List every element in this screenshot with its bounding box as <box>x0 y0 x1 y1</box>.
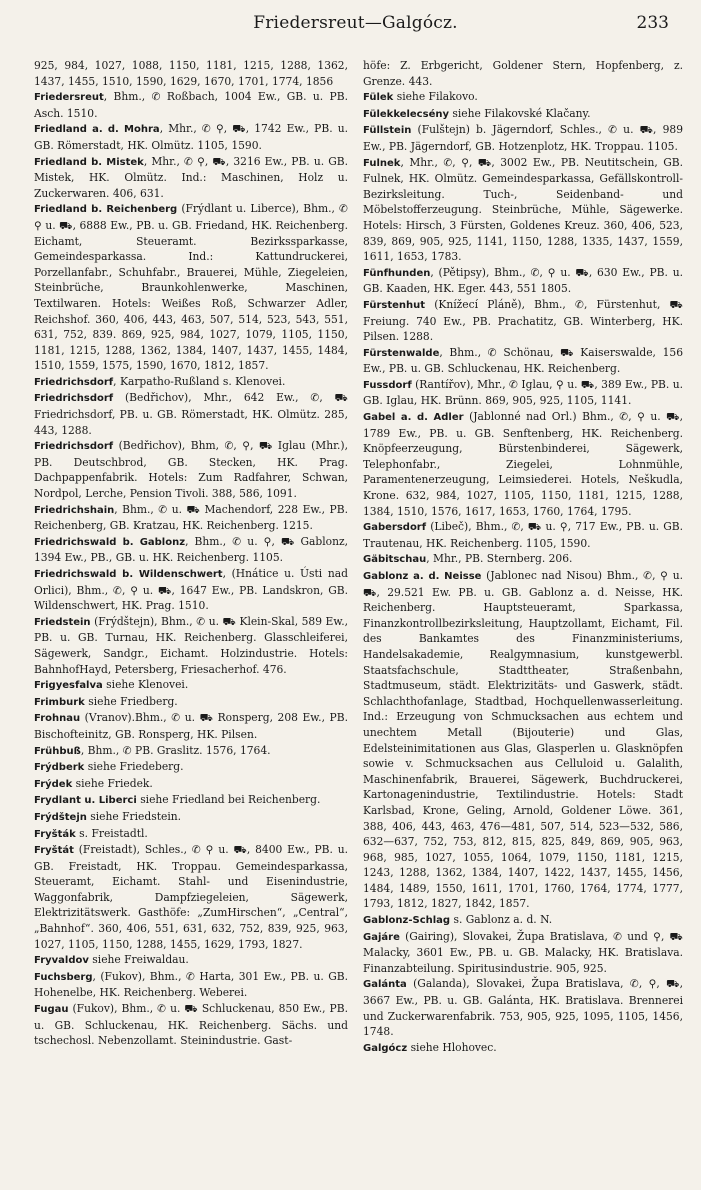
directory-entry <box>34 374 348 391</box>
entry-text: (Frýdštejn), Bhm., ✆ u. ⛟ Klein-Skal, 589 Ew., PB. u. GB. Turnau, HK. Reichenberg. Glasschleiferei, Sägewerk, Sandgr., Eichamt. Holzindustrie. Hotels: BahnhofHayd, Petersberg, Friesacherhof. 476. <box>34 614 348 676</box>
entry-headword: Gabel a. d. Adler <box>363 412 464 424</box>
page-title: Friedersreut—Galgócz. <box>253 13 458 33</box>
directory-entry <box>34 952 348 969</box>
entry-text: , Mhr., ✆ ⚲, ⛟, 3216 Ew., PB. u. GB. Mistek, HK. Olmütz. Ind.: Maschinen, Holz u. Zuckerwaren. 406, 631. <box>34 154 348 200</box>
directory-entry <box>363 568 683 912</box>
entry-headword: Friedrichsdorf <box>34 441 114 453</box>
entry-text: (Frýdlant u. Liberce), Bhm., ✆ ⚲ u. ⛟, 6888 Ew., PB. u. GB. Friedand, HK. Reichenberg. Eichamt, Steueramt. Bezirkssparkasse, Gemeindesparkassa. Ind.: Kattundruckerei, Porzellanfabr., Schuhfabr., Brauerei, Mühle, Ziegeleien, Steinbrüche, Braunkohlenwerke, Maschinen, Textilwaren. Hotels: Weißes Roß, Schwarzer Adler, Reichshof. 360, 406, 443, 463, 507, 514, 523, 543, 551, 631, 752, 839. 869, 925, 984, 1027, 1079, 1105, 1150, 1181, 1215, 1288, 1362, 1384, 1407, 1437, 1455, 1484, 1510, 1559, 1575, 1590, 1670, 1812, 1857. <box>34 202 348 373</box>
entry-headword: Gäbitschau <box>363 554 427 566</box>
entry-headword: Frimburk <box>34 696 85 708</box>
entry-headword: Gablonz-Schlag <box>363 915 451 927</box>
directory-entry <box>34 710 348 742</box>
entry-text: , Mhr., ✆ ⚲, ⛟, 1742 Ew., PB. u. GB. Römerstadt, HK. Olmütz. 1105, 1590. <box>34 122 348 152</box>
entry-text: (Jablonné nad Orl.) Bhm., ✆, ⚲ u. ⛟, 1789 Ew., PB. u. GB. Senftenberg, HK. Reichenberg. Knöpfeerzeugung, Bürstenbinderei, Sägewerk, Telephonfabr., Ziegelei, Lohnmühle, Paramentenerzeugung, Leimsiederei. Hotels, Neškudla, Krone. 632, 984, 1027, 1105, 1150, 1181, 1215, 1288, 1384, 1510, 1576, 1617, 1653, 1760, 1764, 1795. <box>363 410 683 518</box>
entry-headword: Gablonz a. d. Neisse <box>363 571 482 582</box>
entry-continuation <box>363 58 683 89</box>
entry-text: (Jablonec nad Nisou) Bhm., ✆, ⚲ u. ⛟, 29.521 Ew. PB. u. GB. Gablonz a. d. Neisse, HK. Reichenberg. Hauptsteueramt, Sparkassa, Finanzkontrollbezirksleitung, Hauptzollamt, Eichamt, Fil. des Bankamtes des Finanzministeriums, Handelsakademie, Realgymnasium, kunstgewerbl. Staatsfachschule, Stadttheater, Straßenbahn, Stadtmuseum, städt. Elektrizitäts- und Gaswerk, städt. Schlachthofanlage, Stadtbad, Hochquellenwasserleitung. Ind.: Erzeugung von Schmucksachen aus echtem und unechtem Metall (Bijouterie) und Glas, Edelsteinimitationen aus Glas, Glasperlen u. Glasknöpfen sowie v. Schmucksachen aus Celluloid u. Galalith, Maschinenfabrik, Brauerei, Sägewerk, Buchdruckerei, Kartonagenindustrie, Textilindustrie. Hotels: Stadt Karlsbad, Krone, Geling, Arnold, Goldener Löwe. 361, 388, 406, 443, 463, 476—481, 507, 514, 523—532, 586, 632—637, 752, 753, 812, 815, 825, 849, 869, 905, 963, 968, 985, 1027, 1055, 1064, 1079, 1150, 1181, 1215, 1243, 1288, 1362, 1384, 1407, 1422, 1437, 1455, 1456, 1484, 1489, 1550, 1611, 1701, 1760, 1764, 1774, 1777, 1793, 1812, 1827, 1842, 1857. <box>363 569 683 911</box>
entry-headword: Fugau <box>34 1004 69 1016</box>
entry-text: (Bedřichov), Bhm, ✆, ⚲, ⛟ Iglau (Mhr.), PB. Deutschbrod, GB. Stecken, HK. Prag. Dachpappenfabrik. Hotels: Zum Radfahrer, Schwan, Nordpol, Lerche, Pension Tivoli. 388, 586, 1091. <box>34 439 348 501</box>
entry-text: siehe Friedek. <box>72 776 153 790</box>
directory-entry <box>363 551 683 568</box>
entry-text: , (Hnátice u. Ústi nad Orlici), Bhm., ✆, ⚲ u. ⛟, 1647 Ew., PB. Landskron, GB. Wildenschwert, HK. Prag. 1510. <box>34 567 348 613</box>
directory-entry <box>34 759 348 776</box>
entry-text: 925, 984, 1027, 1088, 1150, 1181, 1215, 1288, 1362, 1437, 1455, 1510, 1590, 1629, 1670, 1701, 1774, 1856 <box>34 59 348 88</box>
entry-headword: Frýdštejn <box>34 811 87 823</box>
entry-text: siehe Hlohovec. <box>407 1040 497 1054</box>
entry-text: (Gairing), Slovakei, Župa Bratislava, ✆ und ⚲, ⛟ Malacky, 3601 Ew., PB. u. GB. Malacky, HK. Bratislava. Finanzabteilung. Spiritusindustrie. 905, 925. <box>363 929 683 975</box>
entry-text: siehe Filakovské Klačany. <box>449 106 591 120</box>
entry-headword: Fulnek <box>363 157 401 169</box>
entry-text: , Karpatho-Rußland s. Klenovei. <box>113 374 286 388</box>
entry-text: (Vranov).Bhm., ✆ u. ⛟ Ronsperg, 208 Ew., PB. Bischofteinitz, GB. Ronsperg, HK. Pilsen. <box>34 711 348 741</box>
entry-text: höfe: Z. Erbgericht, Goldener Stern, Hopfenberg, z. Grenze. 443. <box>363 59 683 88</box>
directory-entry <box>34 438 348 501</box>
entry-headword: Frýdberk <box>34 762 85 774</box>
entry-headword: Fryvaldov <box>34 955 89 967</box>
entry-headword: Frigyesfalva <box>34 680 103 692</box>
entry-text: s. Gablonz a. d. N. <box>450 913 553 927</box>
entry-text: siehe Friedstein. <box>86 809 182 823</box>
entry-headword: Friedland a. d. Mohra <box>34 124 160 136</box>
directory-entry <box>363 106 683 123</box>
entry-headword: Frydlant u. Liberci <box>34 795 137 807</box>
entry-text: siehe Friedberg. <box>84 694 178 708</box>
left-column <box>34 58 348 1049</box>
directory-entry <box>34 390 348 438</box>
entry-headword: Friedrichsdorf <box>34 376 114 388</box>
directory-entry <box>34 842 348 952</box>
entry-headword: Friedrichshain <box>34 504 115 516</box>
entry-headword: Galgócz <box>363 1042 408 1054</box>
directory-entry <box>363 976 683 1039</box>
entry-text: siehe Friedland bei Reichenberg. <box>136 793 321 807</box>
directory-entry <box>34 792 348 809</box>
entry-text: siehe Klenovei. <box>102 678 189 692</box>
entry-headword: Frohnau <box>34 713 81 725</box>
entry-headword: Friedland b. Mistek <box>34 156 144 168</box>
entry-text: siehe Freiwaldau. <box>88 953 189 967</box>
right-column <box>363 58 683 1056</box>
entry-text: (Galanda), Slovakei, Župa Bratislava, ✆, ⚲, ⛟, 3667 Ew., PB. u. GB. Galánta, HK. Bratislava. Brennerei und Zuckerwarenfabrik. 753, 905, 925, 1095, 1105, 1456, 1748. <box>363 977 683 1039</box>
entry-headword: Fülekkelecsény <box>363 108 449 120</box>
entry-text: (Knížecí Pláně), Bhm., ✆, Fürstenhut, ⛟ Freiung. 740 Ew., PB. Prachatitz, GB. Winterberg, HK. Pilsen. 1288. <box>363 297 683 344</box>
directory-entry <box>363 297 683 345</box>
directory-entry <box>34 743 348 760</box>
entry-text: , (Pětipsy), Bhm., ✆, ⚲ u. ⛟, 630 Ew., PB. u. GB. Kaaden, HK. Eger. 443, 551 1805. <box>363 265 683 296</box>
entry-text: , Mhr., ✆, ⚲, ⛟, 3002 Ew., PB. Neutitschein, GB. Fulnek, HK. Olmütz. Gemeindesparkassa, Gefällskontroll-Bezirksleitung. Tuch-, Seidenband- und Möbelstofferzeugung. Steinbrüche, Mühle, Sägewerke. Hotels: Hirsch, 3 Fürsten, Goldenes Kreuz. 360, 406, 523, 839, 869, 905, 925, 1141, 1150, 1288, 1335, 1437, 1559, 1611, 1653, 1783. <box>363 155 683 264</box>
directory-entry <box>363 1040 683 1057</box>
entry-text: s. Freistadtl. <box>75 826 148 840</box>
entry-headword: Frýdek <box>34 778 73 790</box>
entry-text: siehe Friedeberg. <box>84 760 184 774</box>
entry-headword: Füllstein <box>363 125 412 137</box>
entry-headword: Fuchsberg <box>34 971 93 983</box>
directory-entry <box>363 122 683 154</box>
entry-headword: Friedstein <box>34 616 91 628</box>
entry-text: , Bhm., ✆ u. ⚲, ⛟ Gablonz, 1394 Ew., PB., GB. u. HK. Reichenberg. 1105. <box>34 534 348 565</box>
entry-headword: Gabersdorf <box>363 522 427 534</box>
entry-headword: Fürstenwalde <box>363 347 440 359</box>
directory-entry <box>363 155 683 265</box>
directory-entry <box>363 912 683 929</box>
entry-text: , Bhm., ✆ Schönau, ⛟ Kaiserswalde, 156 Ew., PB. u. GB. Schluckenau, HK. Reichenberg. <box>363 345 683 376</box>
entry-headword: Gajáre <box>363 931 400 943</box>
directory-entry <box>34 694 348 711</box>
directory-entry <box>363 409 683 519</box>
directory-entry <box>34 201 348 374</box>
directory-entry <box>363 519 683 551</box>
directory-entry <box>34 566 348 614</box>
entry-text: (Libeč), Bhm., ✆, ⛟ u. ⚲, 717 Ew., PB. u. GB. Trautenau, HK. Reichenberg. 1105, 1590. <box>363 520 683 550</box>
directory-entry <box>34 502 348 534</box>
entry-headword: Fryšták <box>34 828 76 840</box>
entry-headword: Friedrichswald b. Wildenschwert <box>34 569 223 580</box>
directory-entry <box>34 1001 348 1049</box>
directory-entry <box>34 534 348 566</box>
directory-entry <box>363 265 683 297</box>
entry-headword: Friedrichsdorf <box>34 393 114 405</box>
entry-text: , Bhm., ✆ PB. Graslitz. 1576, 1764. <box>80 743 271 757</box>
directory-entry <box>363 345 683 377</box>
entry-text: siehe Filakovo. <box>393 90 478 104</box>
entry-text: (Fulštejn) b. Jägerndorf, Schles., ✆ u. ⛟, 989 Ew., PB. Jägerndorf, GB. Hotzenplotz, HK. Troppau. 1105. <box>363 123 683 153</box>
directory-entry <box>363 377 683 409</box>
entry-headword: Fryštát <box>34 845 74 857</box>
entry-text: (Freistadt), Schles., ✆ ⚲ u. ⛟, 8400 Ew., PB. u. GB. Freistadt, HK. Troppau. Gemeindesparkassa, Steueramt, Eichamt. Stahl- und Eisenindustrie, Waggonfabrik, Dampfziegeleien, Sägewerk, Elektrizitätswerk. Gasthöfe: „ZumHirschen“, „Central“, „Bahnhof“. 360, 406, 551, 631, 632, 752, 839, 925, 963, 1027, 1105, 1150, 1288, 1455, 1629, 1793, 1827. <box>34 843 348 951</box>
entry-headword: Friedland b. Reichenberg <box>34 204 178 216</box>
entry-text: (Fukov), Bhm., ✆ u. ⛟ Schluckenau, 850 Ew., PB. u. GB. Schluckenau, HK. Reichenberg. Sächs. und tschechosl. Nebenzollamt. Steinindustrie. Gast- <box>34 1002 348 1048</box>
directory-entry <box>34 969 348 1001</box>
directory-entry <box>34 809 348 826</box>
entry-headword: Galánta <box>363 979 407 991</box>
entry-continuation <box>34 58 348 89</box>
directory-entry <box>34 89 348 121</box>
directory-entry <box>34 677 348 694</box>
entry-text: , (Fukov), Bhm., ✆ Harta, 301 Ew., PB. u. GB. Hohenelbe, HK. Reichenberg. Weberei. <box>34 969 348 1000</box>
entry-headword: Fünfhunden <box>363 267 431 279</box>
directory-entry <box>34 614 348 677</box>
entry-headword: Fussdorf <box>363 379 412 391</box>
directory-entry <box>34 154 348 202</box>
entry-text: , Bhm., ✆ u. ⛟ Machendorf, 228 Ew., PB. Reichenberg, GB. Kratzau, HK. Reichenberg. 1215. <box>34 502 348 533</box>
entry-headword: Friedrichswald b. Gablonz <box>34 536 186 548</box>
entry-text: (Rantířov), Mhr., ✆ Iglau, ⚲ u. ⛟, 389 Ew., PB. u. GB. Iglau, HK. Brünn. 869, 905, 925, 1105, 1141. <box>363 377 683 408</box>
entry-headword: Frühbuß <box>34 745 81 757</box>
entry-text: , Bhm., ✆ Roßbach, 1004 Ew., GB. u. PB. Asch. 1510. <box>34 90 348 120</box>
directory-entry <box>34 826 348 843</box>
page-number: 233 <box>636 13 669 33</box>
entry-headword: Fürstenhut <box>363 299 426 311</box>
entry-text: , Mhr., PB. Sternberg. 206. <box>426 552 573 566</box>
entry-headword: Friedersreut <box>34 92 104 104</box>
entry-headword: Fülek <box>363 92 394 104</box>
directory-entry <box>34 121 348 153</box>
entry-text: (Bedřichov), Mhr., 642 Ew., ✆, ⛟ Friedrichsdorf, PB. u. GB. Römerstadt, HK. Olmütz. 285, 443, 1288. <box>34 391 348 437</box>
directory-entry <box>363 89 683 106</box>
running-header <box>30 10 681 40</box>
directory-entry <box>34 776 348 793</box>
directory-entry <box>363 929 683 977</box>
